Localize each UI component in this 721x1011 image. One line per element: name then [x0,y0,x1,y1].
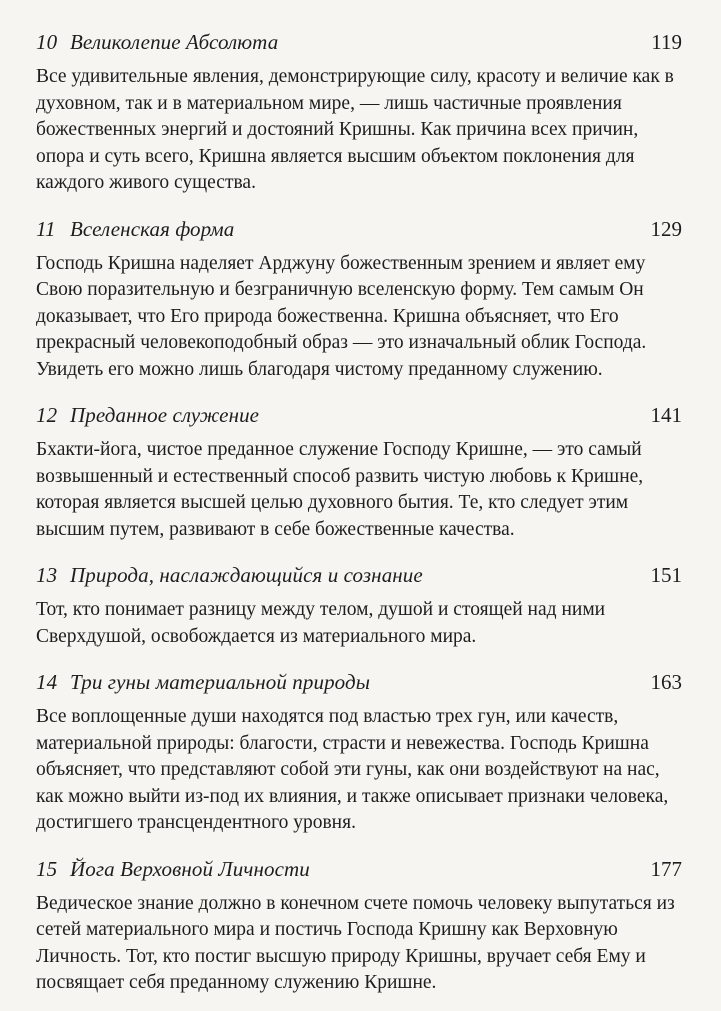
page-number: 163 [650,670,682,694]
page-number: 119 [651,30,682,54]
chapter-heading [36,24,278,60]
chapter-heading [36,397,259,433]
chapter-description: Все воплощенные души находятся под властью трех гун, или качеств, материальной природы: благости, страсти и невежества. Господь Кришна объясняет, что представляют собой эти гуны, как они воздействуют на нас, как можно выйти из-под их влияния, и также описывает признаки человека, достигшего трансцендентного уровня. [36,706,669,833]
toc-entry-header [36,211,682,247]
toc-entry [36,397,682,543]
chapter-title: Вселенская форма [70,216,235,241]
chapter-title: Йога Верховной Личности [70,856,310,881]
chapter-number: 10 [36,30,58,54]
chapter-heading [36,557,423,593]
chapter-title: Три гуны материальной природы [70,670,371,694]
toc-entry [36,211,682,384]
page-number: 129 [650,216,682,241]
page-number: 151 [650,563,682,587]
chapter-title: Великолепие Абсолюта [70,30,279,54]
chapter-title: Природа, наслаждающийся и сознание [70,563,423,587]
toc-entry-header [36,557,682,593]
toc-entry [36,664,682,837]
toc-entry [36,24,682,197]
chapter-number: 15 [36,856,58,881]
page-number: 177 [650,856,682,881]
chapter-number: 11 [36,216,56,241]
chapter-description: Тот, кто понимает разницу между телом, душой и стоящей над ними Сверхдушой, освобождается из материального мира. [36,599,606,647]
toc-entry-header [36,664,682,700]
toc-entry-header [36,397,682,433]
page-number: 141 [650,403,682,427]
toc-entry-header [36,24,682,60]
chapter-number: 12 [36,403,58,427]
chapter-heading [36,851,310,887]
chapter-description: Все удивительные явления, демонстрирующие силу, красоту и величие как в духовном, так и в материальном мире, — лишь частичные проявления божественных энергий и достояний Кришны. Как причина всех причин, опора и суть всего, Кришна является высшим объектом поклонения для каждого живого существа. [36,66,674,193]
toc-entry [36,557,682,650]
toc-entry-header [36,851,682,887]
chapter-heading [36,664,370,700]
chapter-number: 14 [36,670,58,694]
chapter-description: Господь Кришна наделяет Арджуну божественным зрением и являет ему Свою поразительную и безграничную вселенскую форму. Тем самым Он доказывает, что Его природа божественна. Кришна объясняет, что Его прекрасный человекоподобный образ — это изначальный облик Господа. Увидеть его можно лишь благодаря чистому преданному служению. [36,252,647,380]
chapter-title: Преданное служение [70,403,260,427]
chapter-description: Бхакти-йога, чистое преданное служение Господу Кришне, — это самый возвышенный и естественный способ развить чистую любовь к Кришне, которая является высшей целью духовного бытия. Те, кто следует этим высшим путем, развивают в себе божественные качества. [36,439,644,540]
chapter-description: Ведическое знание должно в конечном счете помочь человеку выпутаться из сетей материального мира и постичь Господа Кришну как Верховную Личность. Тот, кто постиг высшую природу Кришны, вручает себя Ему и посвящает себя преданному служению Кришне. [36,892,675,993]
toc-entry [36,851,682,997]
table-of-contents [36,24,682,1011]
chapter-heading [36,211,234,247]
chapter-number: 13 [36,563,58,587]
